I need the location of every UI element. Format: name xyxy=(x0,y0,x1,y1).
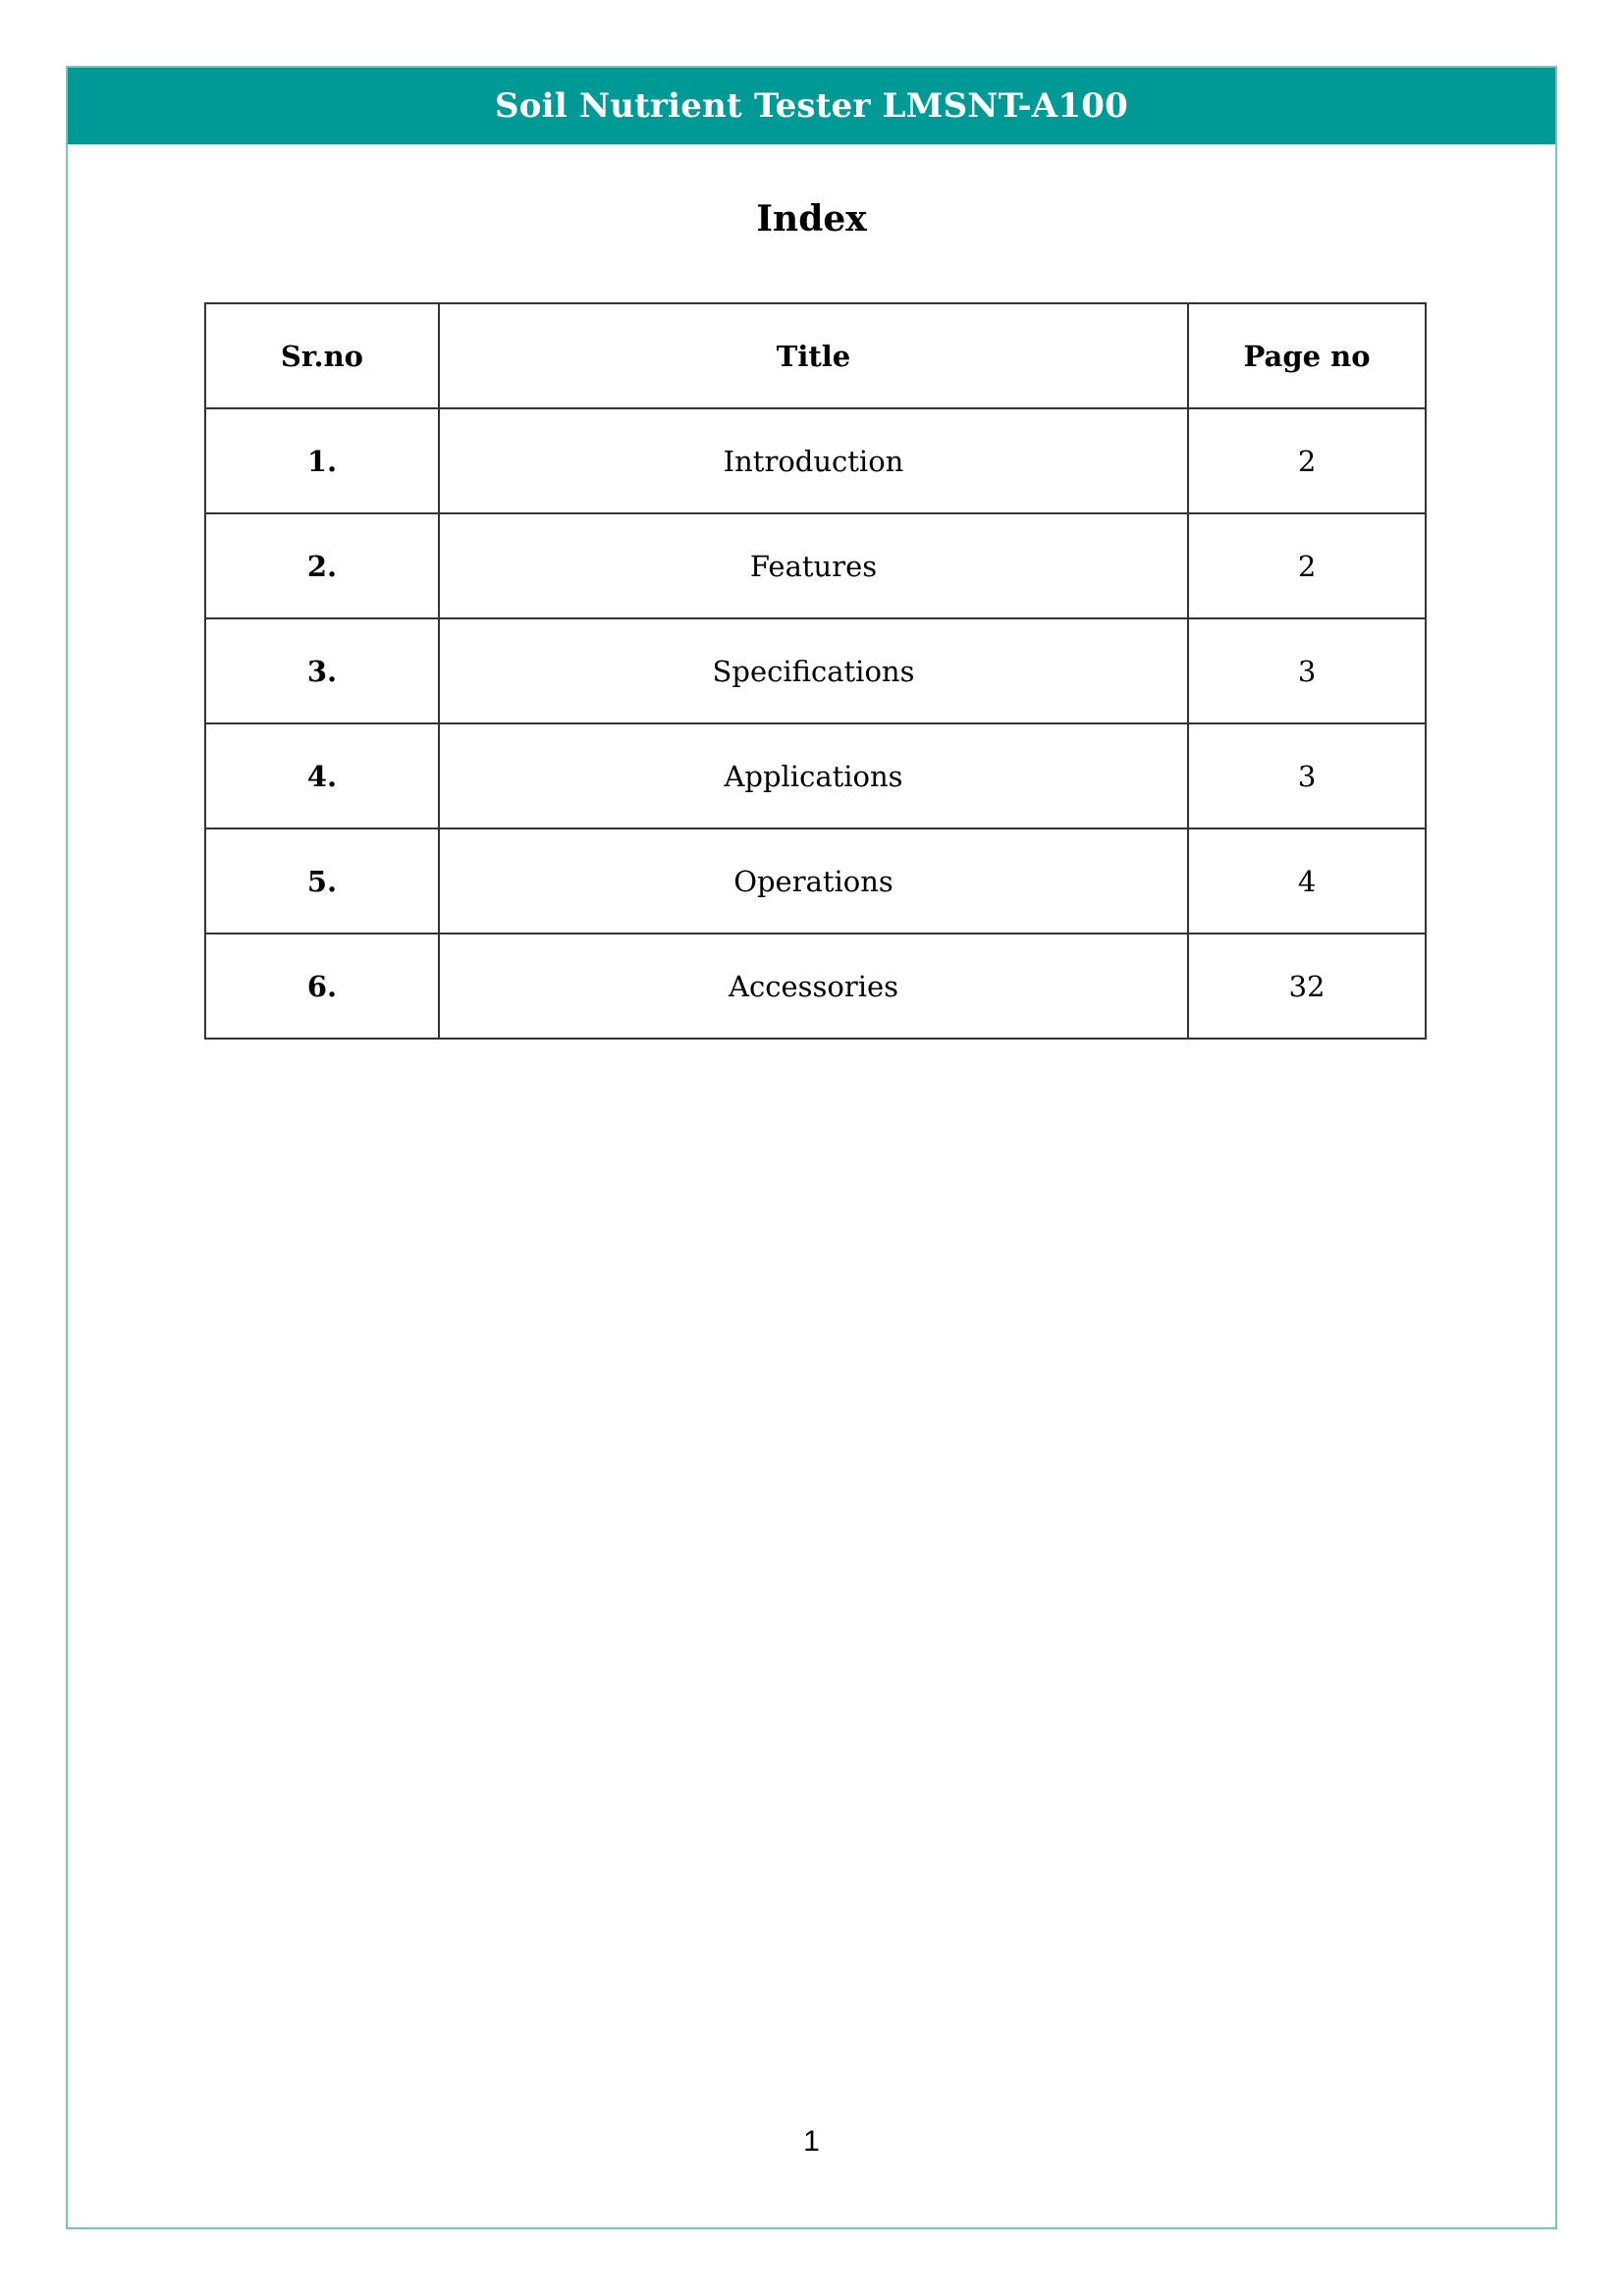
row-title: Introduction xyxy=(439,408,1188,513)
row-page: 32 xyxy=(1188,934,1426,1039)
row-page: 4 xyxy=(1188,828,1426,934)
row-title: Features xyxy=(439,513,1188,618)
index-table xyxy=(204,302,1427,1040)
table-row xyxy=(205,723,1426,828)
row-srno: 4. xyxy=(205,723,439,828)
table-row xyxy=(205,618,1426,723)
table-row xyxy=(205,408,1426,513)
row-title: Applications xyxy=(439,723,1188,828)
column-header-title: Title xyxy=(439,303,1188,408)
index-heading: Index xyxy=(756,198,867,240)
row-page: 3 xyxy=(1188,618,1426,723)
table-header-row xyxy=(205,303,1426,408)
row-title: Accessories xyxy=(439,934,1188,1039)
row-title: Operations xyxy=(439,828,1188,934)
row-title: Specifications xyxy=(439,618,1188,723)
document-title: Soil Nutrient Tester LMSNT-A100 xyxy=(495,86,1128,126)
row-srno: 2. xyxy=(205,513,439,618)
row-page: 2 xyxy=(1188,408,1426,513)
row-srno: 3. xyxy=(205,618,439,723)
row-srno: 5. xyxy=(205,828,439,934)
table-row xyxy=(205,513,1426,618)
table-row xyxy=(205,828,1426,934)
row-srno: 6. xyxy=(205,934,439,1039)
row-page: 2 xyxy=(1188,513,1426,618)
table-row xyxy=(205,934,1426,1039)
row-srno: 1. xyxy=(205,408,439,513)
page-number: 1 xyxy=(803,2125,820,2158)
header-bar xyxy=(68,68,1555,144)
column-header-srno: Sr.no xyxy=(205,303,439,408)
row-page: 3 xyxy=(1188,723,1426,828)
column-header-page: Page no xyxy=(1188,303,1426,408)
page-frame xyxy=(66,66,1557,2229)
